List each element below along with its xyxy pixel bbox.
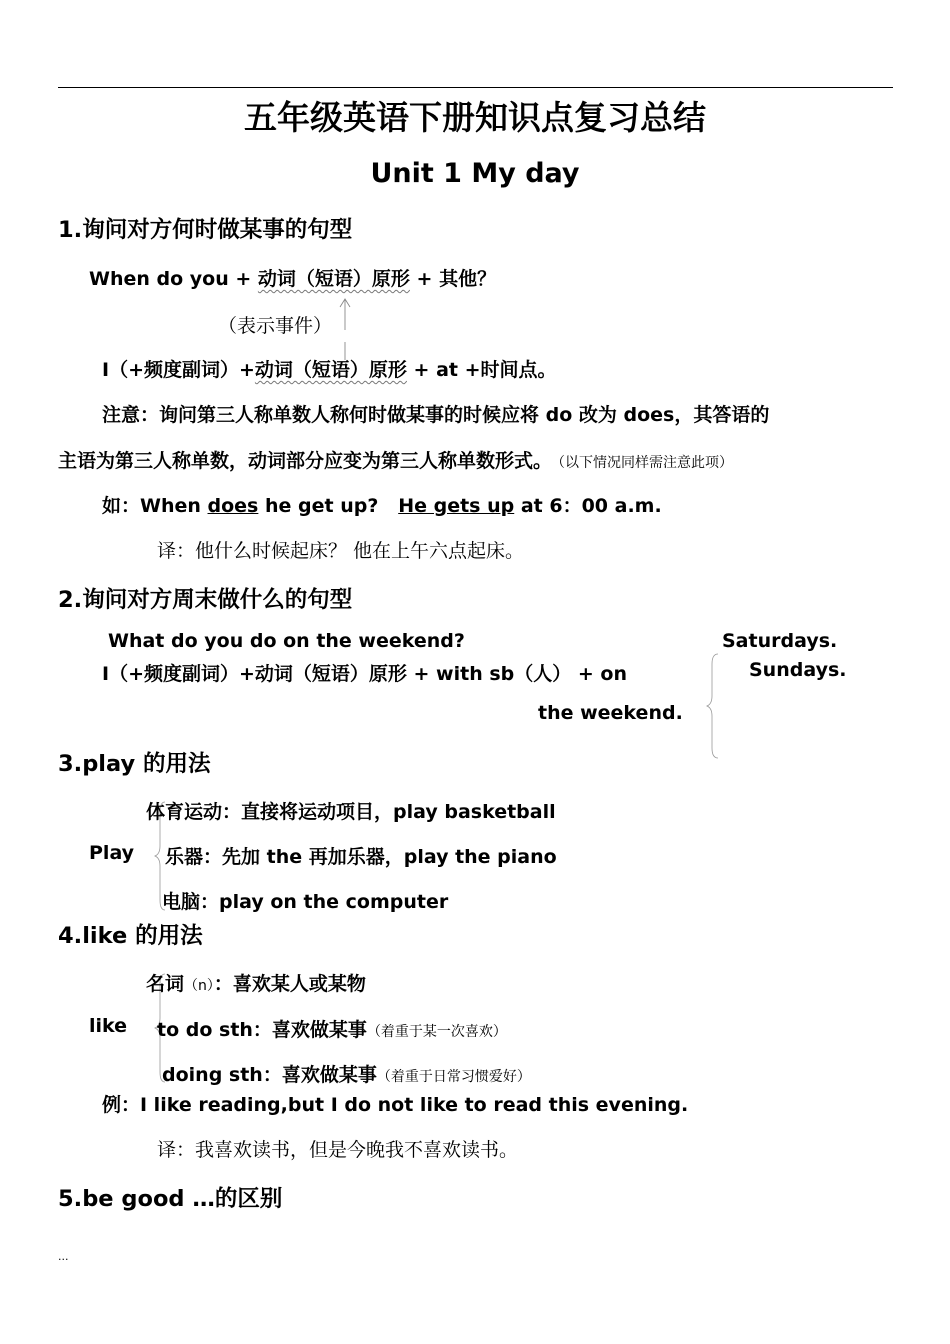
s1-q-part-a: When do you + [89,268,258,290]
section-3-heading: 3.play 的用法 [58,751,211,777]
s2-option-saturdays: Saturdays. [722,630,838,652]
s4-like-word: like [89,1015,128,1037]
s2-question: What do you do on the weekend? [108,630,465,652]
s1-a-part-c: + at +时间点。 [406,359,557,381]
section-5-heading: 5.be good …的区别 [58,1186,283,1212]
header-rule [58,87,893,88]
s4-item3-main: doing sth：喜欢做某事 [162,1064,377,1086]
s3-play-word: Play [89,842,135,864]
s1-a-part-b: 动词（短语）原形 [254,359,407,381]
section-1-heading: 1.询问对方何时做某事的句型 [58,217,353,243]
s3-item-sports: 体育运动：直接将运动项目，play basketball [146,801,556,823]
s3-item-instruments: 乐器：先加 the 再加乐器，play the piano [165,846,557,868]
s2-brace-icon [706,652,722,760]
s1-note-main: 主语为第三人称单数，动词部分应变为第三人称单数形式。 [58,450,553,472]
s4-item-noun [146,969,366,996]
s1-example [102,491,662,518]
s4-item1-small: （n） [184,978,214,994]
s1-ex-mid: he get up? [258,495,399,517]
s1-ex-tail: at 6：00 a.m. [514,495,662,517]
document-title: 五年级英语下册知识点复习总结 [244,98,706,137]
s1-q-part-c: + 其他？ [409,268,497,290]
s4-item-doing [162,1060,531,1087]
s1-answer-pattern [102,355,557,382]
s4-item2-small: （着重于某一次喜欢） [366,1024,507,1040]
section-4-heading: 4.like 的用法 [58,923,203,949]
s4-example: 例：I like reading,but I do not like to read this evening. [102,1094,689,1116]
section-2-heading: 2.询问对方周末做什么的句型 [58,587,353,613]
s4-item-to-do [157,1015,507,1042]
s1-ex-does: does [207,495,259,517]
s1-note-line-2 [58,446,733,473]
s4-item1-a: 名词 [146,973,185,995]
s2-option-sundays: Sundays. [749,659,847,681]
s1-note-small: （以下情况同样需注意此项） [558,455,734,471]
s1-event-note: （表示事件） [218,315,333,337]
page-footer: ... [58,1250,69,1263]
s1-question-pattern [89,264,496,291]
arrow-connector-icon [336,296,356,362]
s4-item3-small: （着重于日常习惯爱好） [376,1069,531,1085]
unit-title: Unit 1 My day [370,158,580,189]
s1-q-part-b: 动词（短语）原形 [257,268,410,290]
s2-option-weekend: the weekend. [538,702,683,724]
s1-note-line-1: 注意：询问第三人称单数人称何时做某事的时候应将 do 改为 does，其答语的 [102,404,770,426]
s2-answer-pattern: I（+频度副词）+动词（短语）原形 + with sb（人） + on [102,663,627,685]
s1-a-part-a: I（+频度副词）+ [102,359,255,381]
s3-item-computer: 电脑：play on the computer [162,891,449,913]
s1-ex-answer: He gets up [398,495,515,517]
s4-item1-b: ：喜欢某人或某物 [213,973,366,995]
s4-item2-main: to do sth：喜欢做某事 [157,1019,367,1041]
s4-translation: 译：我喜欢读书，但是今晚我不喜欢读书。 [157,1139,519,1161]
s1-ex-prefix: 如：When [102,495,208,517]
s1-translation: 译：他什么时候起床？ 他在上午六点起床。 [157,540,525,562]
